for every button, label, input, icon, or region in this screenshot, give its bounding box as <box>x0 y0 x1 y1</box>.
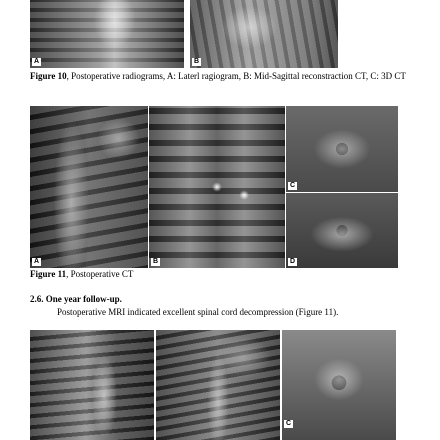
section-heading: 2.6. One year follow-up. <box>30 294 122 304</box>
figure11-caption-text: , Postoperative CT <box>66 269 134 279</box>
panel-label-b: B <box>194 58 200 65</box>
figure11-panel-c <box>286 106 398 192</box>
figure10-caption <box>30 70 410 82</box>
figure10-caption-label: Figure 10 <box>30 71 67 81</box>
panel-label-c: C <box>286 420 292 427</box>
figure12-panel-3 <box>282 330 396 440</box>
figure11-panel-a <box>30 106 148 268</box>
figure12-panel-1 <box>30 330 154 440</box>
panel-label-b: B <box>153 258 159 265</box>
panel-label-a: A <box>34 58 40 65</box>
panel-label-c: C <box>290 182 296 189</box>
figure12-panel-2 <box>156 330 280 440</box>
figure11-caption <box>30 268 410 280</box>
section-paragraph: Postoperative MRI indicated excellent spinal cord decompression (Figure 11). <box>57 307 339 317</box>
figure11-panel-b <box>149 106 285 268</box>
figure11-panel-d <box>286 193 398 268</box>
figure11-caption-label: Figure 11 <box>30 269 67 279</box>
panel-label-a: A <box>34 258 40 265</box>
panel-label-d: D <box>290 258 296 265</box>
figure10-panel-a <box>30 0 184 68</box>
figure10-panel-b <box>190 0 338 68</box>
figure10-caption-text: , Postoperative radiograms, A: Laterl ragiogram, B: Mid-Sagittal reconstraction CT, C: 3D CT <box>66 71 406 81</box>
